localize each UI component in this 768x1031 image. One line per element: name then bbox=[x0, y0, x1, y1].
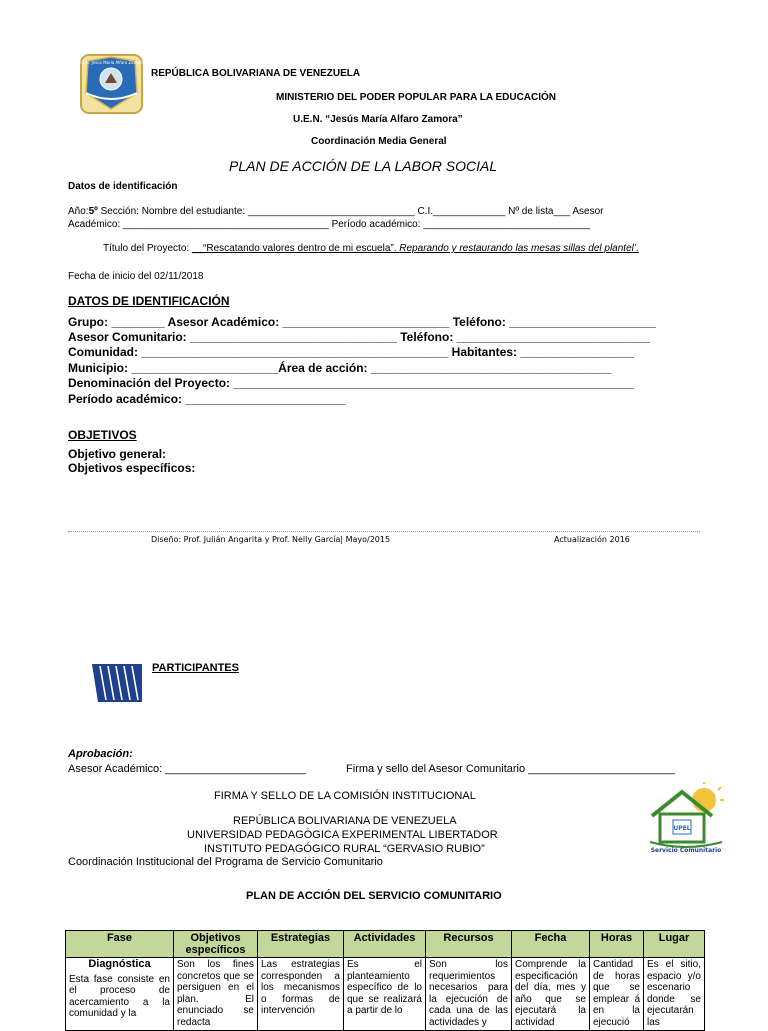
aprobacion-heading: Aprobación: bbox=[68, 748, 133, 760]
proyecto-text: __“Rescatando valores dentro de mi escuela”. bbox=[191, 243, 400, 254]
cell-fase bbox=[66, 958, 174, 1031]
ident-row-municipio: Municipio: ______________________Área de acción: ____________________________________ bbox=[68, 361, 612, 375]
plan-title: PLAN DE ACCIÓN DEL SERVICIO COMUNITARIO bbox=[246, 890, 502, 902]
header-actividades: Actividades bbox=[344, 931, 426, 958]
objetivos-heading: OBJETIVOS bbox=[68, 428, 137, 442]
header-republica: REPÚBLICA BOLIVARIANA DE VENEZUELA bbox=[151, 68, 361, 79]
ident-line-2: Académico: _____________________________________ Período académico: ______________________________ bbox=[68, 219, 591, 230]
cell-recursos: Son los requerimientos necesarios para la ejecución de cada una de las actividades y bbox=[426, 958, 512, 1031]
cell-lugar: Es el sitio, espacio y/o escenario donde se ejecutarán las bbox=[644, 958, 705, 1031]
header-fase: Fase bbox=[66, 931, 174, 958]
aprobacion-firma: Firma y sello del Asesor Comunitario ________________________ bbox=[346, 763, 676, 775]
header-fecha: Fecha bbox=[512, 931, 590, 958]
fase-title: Diagnóstica bbox=[88, 958, 151, 970]
page-title: PLAN DE ACCIÓN DE LA LABOR SOCIAL bbox=[229, 158, 498, 174]
ident-row-grupo: Grupo: ________ Asesor Académico: _________________________ Teléfono: ______________________ bbox=[68, 315, 656, 329]
cell-horas: Cantidad de horas que se emplear á en la ejecució bbox=[590, 958, 644, 1031]
cell-fecha: Comprende la especificación del día, mes y año que se ejecutará la actividad bbox=[512, 958, 590, 1031]
footer-design: Diseño: Prof. Julián Angarita y Prof. Nelly García| Mayo/2015 bbox=[151, 535, 391, 544]
proyecto-line bbox=[103, 243, 639, 254]
header-estrategias: Estrategias bbox=[258, 931, 344, 958]
ident-line-1-rest: Sección: Nombre del estudiante: ______________________________ C.I._____________ Nº de lista___ Asesor bbox=[97, 206, 604, 217]
ident-big-heading: DATOS DE IDENTIFICACIÓN bbox=[68, 294, 230, 308]
participantes-icon bbox=[90, 662, 144, 709]
school-logo bbox=[78, 53, 145, 120]
header-coordinacion: Coordinación Media General bbox=[311, 136, 447, 147]
upel-line-2: UNIVERSIDAD PEDAGÓGICA EXPERIMENTAL LIBERTADOR bbox=[187, 829, 498, 841]
header-uen: U.E.N. “Jesús María Alfaro Zamora” bbox=[293, 114, 463, 125]
participantes-heading: PARTICIPANTES bbox=[152, 662, 239, 674]
upel-line-3: INSTITUTO PEDAGÓGICO RURAL “GERVASIO RUBIO” bbox=[204, 843, 485, 855]
cell-estrategias: Las estrategias corresponden a los mecanismos o formas de intervención bbox=[258, 958, 344, 1031]
header-objetivos: Objetivos específicos bbox=[174, 931, 258, 958]
upel-line-1: REPÚBLICA BOLIVARIANA DE VENEZUELA bbox=[233, 815, 457, 827]
ano-value: 5º bbox=[88, 206, 98, 217]
table-row bbox=[66, 958, 705, 1031]
ident-row-periodo: Período académico: ________________________ bbox=[68, 392, 346, 406]
ident-row-denominacion: Denominación del Proyecto: ____________________________________________________________ bbox=[68, 376, 634, 390]
svg-text:Servicio Comunitario: Servicio Comunitario bbox=[650, 847, 722, 854]
upel-line-4: Coordinación Institucional del Programa de Servicio Comunitario bbox=[68, 856, 383, 868]
plan-table bbox=[65, 930, 705, 1031]
servicio-comunitario-logo bbox=[646, 782, 726, 861]
footer-update: Actualización 2016 bbox=[554, 535, 630, 544]
fase-text: Esta fase consiste en el proceso de acercamiento a la comunidad y la bbox=[69, 973, 170, 1019]
ident-row-comunidad: Comunidad: ______________________________________________ Habitantes: _________________ bbox=[68, 345, 634, 359]
footer-divider bbox=[68, 531, 700, 532]
proyecto-italic: Reparando y restaurando las mesas sillas del plantel’. bbox=[399, 243, 639, 254]
objetivos-especificos: Objetivos específicos: bbox=[68, 461, 196, 475]
table-header-row bbox=[66, 931, 705, 958]
ident-small-heading: Datos de identificación bbox=[68, 181, 178, 192]
aprobacion-asesor: Asesor Académico: _______________________ bbox=[68, 763, 306, 775]
ident-row-asesor-comunitario: Asesor Comunitario: _______________________________ Teléfono: _____________________________ bbox=[68, 330, 651, 344]
cell-objetivos: Son los fines concretos que se persiguen en el plan. El enunciado se redacta bbox=[174, 958, 258, 1031]
fecha-inicio: Fecha de inicio del 02/11/2018 bbox=[68, 271, 204, 282]
objetivo-general: Objetivo general: bbox=[68, 447, 167, 461]
header-horas: Horas bbox=[590, 931, 644, 958]
cell-actividades: Es el planteamiento específico de lo que se realizará a partir de lo bbox=[344, 958, 426, 1031]
header-lugar: Lugar bbox=[644, 931, 705, 958]
header-ministerio: MINISTERIO DEL PODER POPULAR PARA LA EDUCACIÓN bbox=[276, 92, 557, 103]
ano-label: Año: bbox=[68, 206, 89, 217]
comision-text: FIRMA Y SELLO DE LA COMISIÓN INSTITUCIONAL bbox=[214, 790, 476, 802]
svg-text:U.E.N. Jesús María Alfaro Zamo: U.E.N. Jesús María Alfaro Zamora bbox=[78, 60, 145, 65]
proyecto-label: Título del Proyecto: bbox=[103, 243, 192, 254]
header-recursos: Recursos bbox=[426, 931, 512, 958]
ident-line-1 bbox=[68, 206, 604, 217]
svg-text:UPEL: UPEL bbox=[673, 825, 691, 832]
